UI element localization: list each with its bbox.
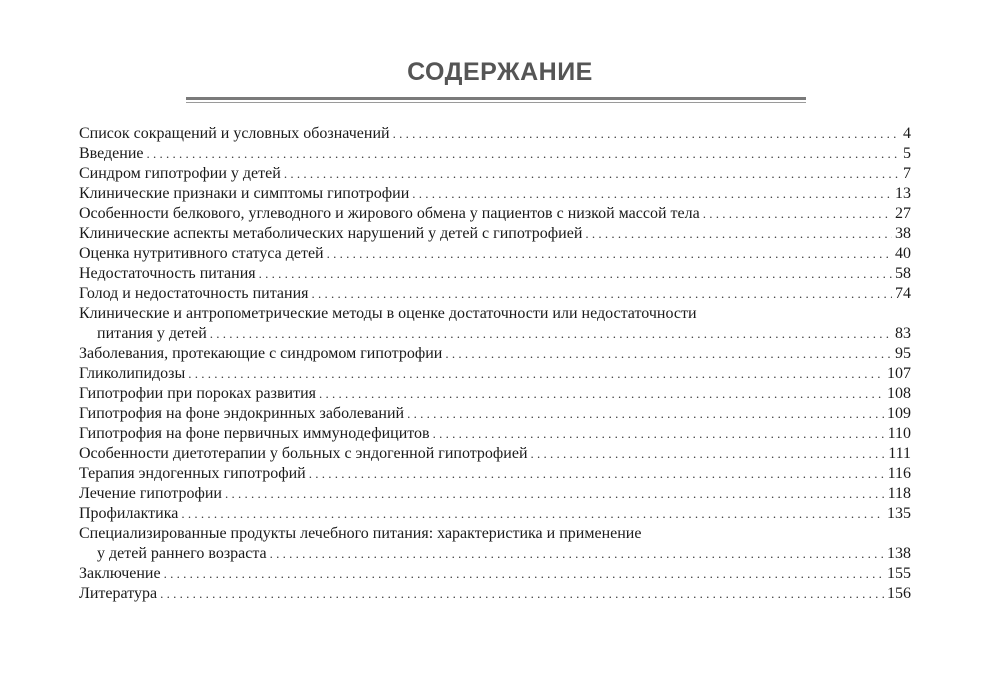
dot-leader [703,204,892,224]
toc-entry[interactable] [79,464,911,484]
toc-entry[interactable] [79,564,911,584]
toc-entry-page: 116 [887,465,911,482]
dot-leader [188,364,884,384]
toc-entry[interactable] [79,484,911,504]
toc-entry[interactable] [79,204,911,224]
toc-entry-title: Гипотрофия на фоне эндокринных заболеваний [79,405,405,422]
dot-leader [181,504,884,524]
toc-entry-title: Синдром гипотрофии у детей [79,165,281,182]
toc-entry-title-line2: у детей раннего возраста [97,545,267,562]
toc-entry-page: 108 [887,385,911,402]
dot-leader [312,284,893,304]
page-title: СОДЕРЖАНИЕ [407,58,593,86]
dot-leader [160,584,884,604]
dot-leader [327,244,892,264]
toc-entry[interactable] [79,224,911,244]
toc-entry-page: 138 [887,545,911,562]
toc-entry-title: Введение [79,145,144,162]
title-rule-thin [186,102,806,103]
dot-leader [270,544,884,564]
toc-entry[interactable] [79,144,911,164]
toc-entry-title: Заключение [79,565,161,582]
toc-entry-title: Клинические признаки и симптомы гипотрофии [79,185,410,202]
toc-entry[interactable] [79,364,911,384]
dot-leader [210,324,892,344]
toc-entry[interactable] [79,284,911,304]
toc-entry[interactable] [79,184,911,204]
toc-entry[interactable] [79,164,911,184]
toc-entry-page: 58 [895,265,911,282]
dot-leader [147,144,899,164]
toc-entry-page: 109 [887,405,911,422]
table-of-contents [79,124,911,604]
toc-entry-page: 27 [895,205,911,222]
toc-entry-page: 135 [887,505,911,522]
toc-entry-title: Литература [79,585,158,602]
dot-leader [393,124,898,144]
toc-entry[interactable] [79,264,911,284]
dot-leader [225,484,885,504]
dot-leader [531,444,886,464]
dot-leader [407,404,884,424]
toc-entry[interactable] [79,344,911,364]
toc-entry-title: Клинические аспекты метаболических нарушений у детей с гипотрофией [79,225,583,242]
dot-leader [164,564,884,584]
dot-leader [585,224,892,244]
toc-entry-title: Недостаточность питания [79,265,256,282]
toc-entry-title-line2: питания у детей [97,325,207,342]
toc-entry-title: Лечение гипотрофии [79,485,222,502]
toc-entry[interactable] [79,424,911,444]
toc-entry[interactable] [79,584,911,604]
toc-entry-page: 155 [887,565,911,582]
toc-entry[interactable] [79,444,911,464]
toc-entry-title-line1: Специализированные продукты лечебного питания: характеристика и применение [79,525,642,542]
toc-entry-page: 7 [903,165,911,182]
toc-entry[interactable] [79,244,911,264]
toc-entry-title: Голод и недостаточность питания [79,285,309,302]
toc-entry-page: 95 [895,345,911,362]
dot-leader [309,464,885,484]
toc-entry-page: 156 [887,585,911,602]
toc-entry-title: Оценка нутритивного статуса детей [79,245,324,262]
toc-entry[interactable] [79,124,911,144]
toc-entry[interactable] [79,504,911,524]
dot-leader [319,384,884,404]
toc-entry-page: 4 [903,125,911,142]
toc-entry-title: Особенности белкового, углеводного и жирового обмена у пациентов с низкой массой тела [79,205,700,222]
toc-entry-page: 118 [887,485,911,502]
toc-entry-title-line1: Клинические и антропометрические методы в оценке достаточности или недостаточности [79,305,697,322]
toc-entry-page: 111 [888,445,911,462]
toc-entry-title: Гипотрофии при пороках развития [79,385,317,402]
dot-leader [433,424,885,444]
toc-entry-page: 83 [895,325,911,342]
toc-entry-title: Список сокращений и условных обозначений [79,125,390,142]
toc-entry-page: 74 [895,285,911,302]
toc-entry-page: 13 [895,185,911,202]
toc-entry-page: 38 [895,225,911,242]
toc-entry[interactable] [79,384,911,404]
toc-entry-page: 107 [887,365,911,382]
toc-entry-page: 5 [903,145,911,162]
toc-entry-title: Профилактика [79,505,179,522]
dot-leader [445,344,892,364]
toc-entry-title: Заболевания, протекающие с синдромом гипотрофии [79,345,443,362]
dot-leader [284,164,898,184]
title-rule-thick [186,97,806,100]
toc-entry-title: Терапия эндогенных гипотрофий [79,465,306,482]
toc-entry[interactable] [79,404,911,424]
toc-entry-page: 110 [887,425,911,442]
toc-entry-title: Особенности диетотерапии у больных с эндогенной гипотрофией [79,445,528,462]
toc-entry-title: Гипотрофия на фоне первичных иммунодефицитов [79,425,430,442]
dot-leader [412,184,892,204]
toc-entry[interactable] [79,304,911,344]
toc-entry-title: Гликолипидозы [79,365,186,382]
dot-leader [259,264,892,284]
toc-entry[interactable] [79,524,911,564]
toc-entry-page: 40 [895,245,911,262]
